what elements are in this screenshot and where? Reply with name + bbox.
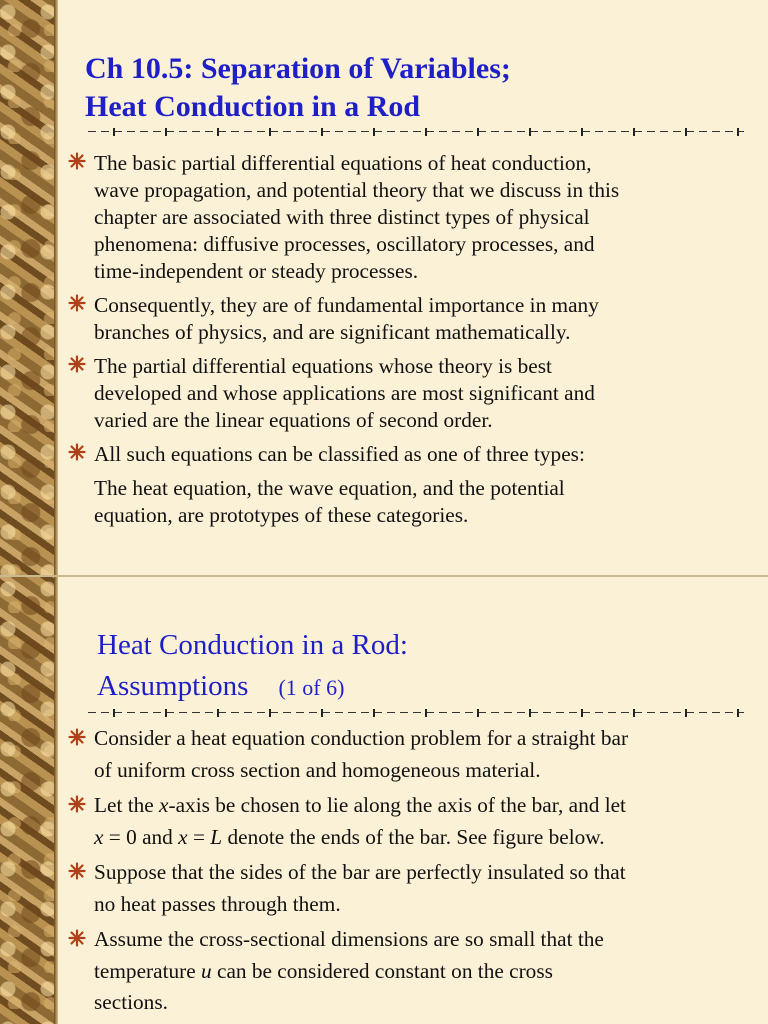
bullet-list [68,723,748,1019]
bullet-item: Consequently, they are of fundamental importance in many branches of physics, and are significant mathematically. [68,292,748,346]
slide-title: Ch 10.5: Separation of Variables; Heat Conduction in a Rod [85,52,511,123]
bullet-star-icon [68,795,86,813]
slide-title: Heat Conduction in a Rod: Assumptions (1 of 6) [97,629,408,702]
divider [88,708,744,718]
bullet-item: Assume the cross-sectional dimensions are so small that the temperature u can be considered constant on the cross sections. [68,924,748,1019]
decorative-wood-strip [0,0,58,576]
bullet-star-icon [68,294,86,312]
bullet-star-icon [68,355,86,373]
bullet-item: Suppose that the sides of the bar are perfectly insulated so that no heat passes through them. [68,857,748,920]
bullet-item: The basic partial differential equations of heat conduction, wave propagation, and potential theory that we discuss in this chapter are associated with three distinct types of physical phenomena: diffusive processes, oscillatory processes, and time-independent or steady processes. [68,150,748,285]
bullet-star-icon [68,443,86,461]
slide-2 [0,577,768,1024]
bullet-star-icon [68,152,86,170]
bullet-star-icon [68,929,86,947]
divider [88,127,744,137]
bullet-star-icon [68,862,86,880]
bullet-item: Consider a heat equation conduction problem for a straight bar of uniform cross section and homogeneous material. [68,723,748,786]
bullet-item: The partial differential equations whose theory is best developed and whose applications are most significant and varied are the linear equations of second order. [68,353,748,434]
bullet-item: All such equations can be classified as one of three types: [68,441,748,468]
decorative-wood-strip [0,577,58,1024]
continuation-text: The heat equation, the wave equation, and the potential equation, are prototypes of these categories. [94,476,565,527]
bullet-list [68,150,748,529]
bullet-item: Let the x-axis be chosen to lie along the axis of the bar, and let x = 0 and x = L denote the ends of the bar. See figure below. [68,790,748,853]
bullet-star-icon [68,728,86,746]
